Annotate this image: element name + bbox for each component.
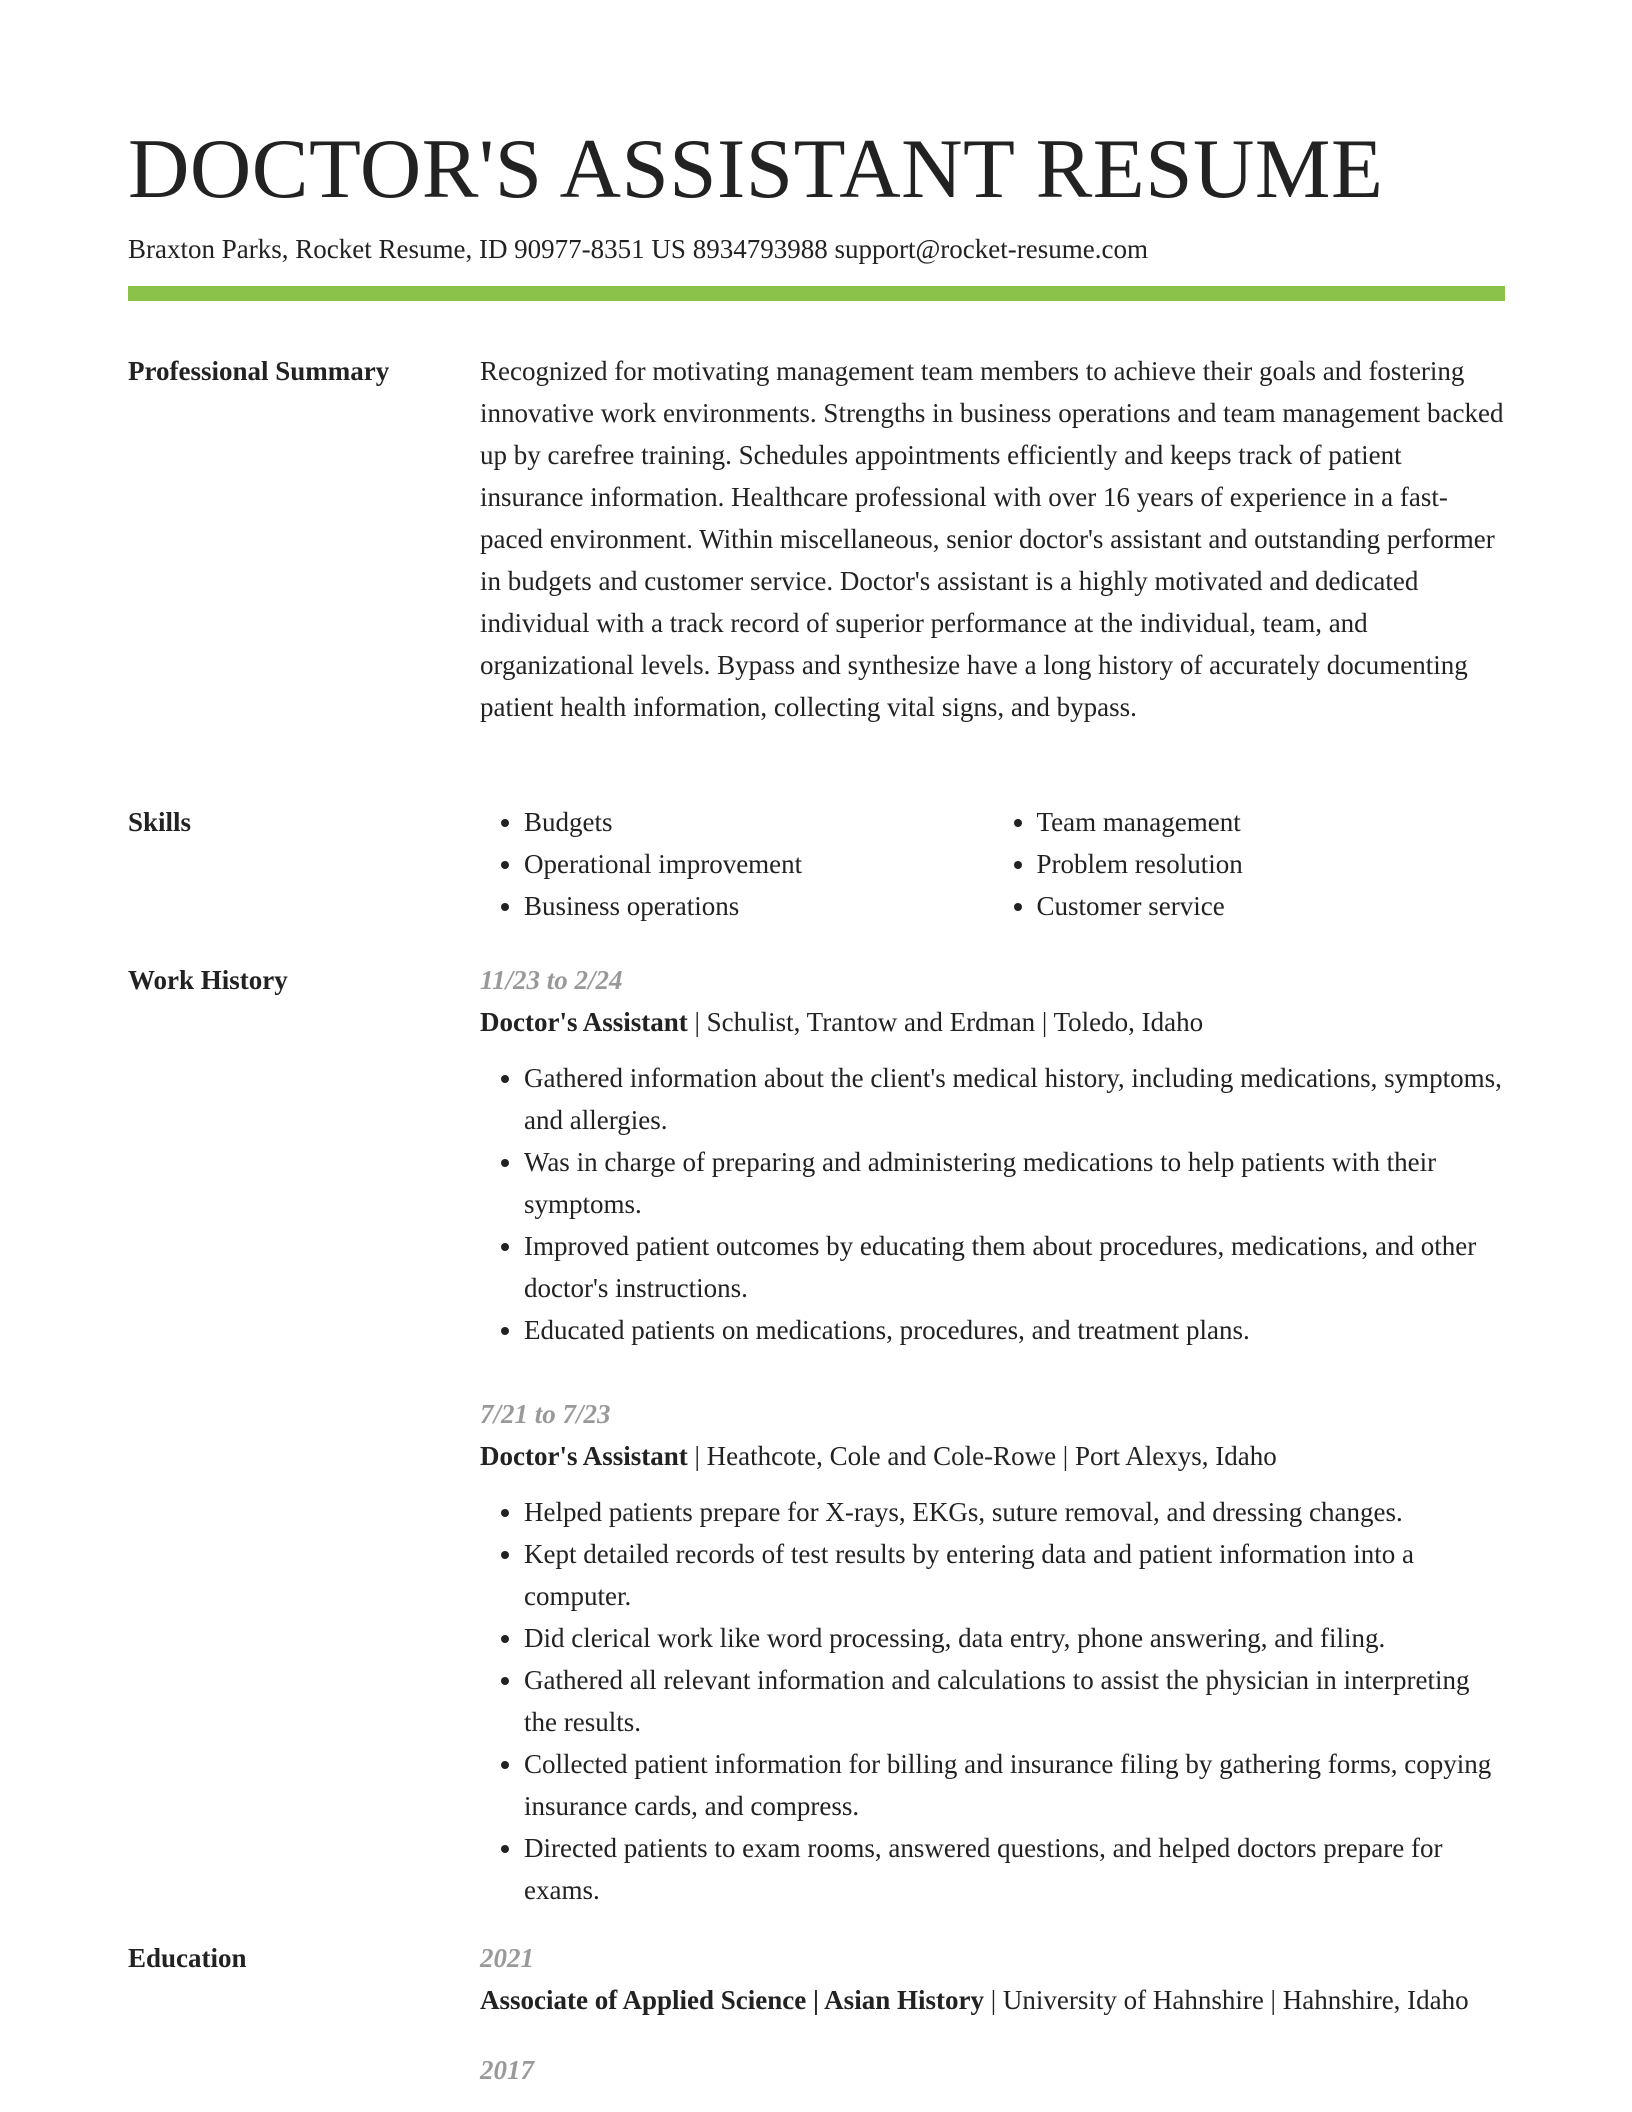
summary-heading: Professional Summary [128, 356, 390, 386]
job-date: 11/23 to 2/24 [480, 965, 623, 995]
resume-title: DOCTOR'S ASSISTANT RESUME [128, 122, 1384, 216]
skills-list-left [480, 801, 949, 927]
skill-item: • Problem resolution [1037, 843, 1462, 885]
education-heading-line [480, 1979, 1505, 2021]
skills-list-right [993, 801, 1462, 927]
education-school: | University of Hahnshire | Hahnshire, Idaho [983, 1985, 1469, 2015]
education-body [480, 1937, 1505, 2091]
skill-item: • Business operations [524, 885, 949, 927]
education-degree: Associate of Applied Science | Asian History [480, 1985, 984, 2015]
job-bullet: • Gathered information about the client's medical history, including medications, symptoms, and allergies. [524, 1057, 1505, 1141]
job-bullet: • Helped patients prepare for X-rays, EKGs, suture removal, and dressing changes. [524, 1491, 1505, 1533]
job-bullet: • Was in charge of preparing and administering medications to help patients with their symptoms. [524, 1141, 1505, 1225]
job-bullet: • Collected patient information for billing and insurance filing by gathering forms, copying insurance cards, and compress. [524, 1743, 1505, 1827]
job-employer: | Schulist, Trantow and Erdman | Toledo, Idaho [687, 1007, 1204, 1037]
skills-body [480, 801, 1505, 927]
job-bullet: • Did clerical work like word processing, data entry, phone answering, and filing. [524, 1617, 1505, 1659]
job-employer: | Heathcote, Cole and Cole-Rowe | Port Alexys, Idaho [687, 1441, 1277, 1471]
job-bullet: • Improved patient outcomes by educating them about procedures, medications, and other doctor's instructions. [524, 1225, 1505, 1309]
summary-text: Recognized for motivating management team members to achieve their goals and fostering innovative work environments. Strengths in business operations and team management backed up by carefree training. Schedules appointments efficiently and keeps track of patient insurance information. Healthcare professional with over 16 years of experience in a fast-paced environment. Within miscellaneous, senior doctor's assistant and outstanding performer in budgets and customer service. Doctor's assistant is a highly motivated and dedicated individual with a track record of superior performance at the individual, team, and organizational levels. Bypass and synthesize have a long history of accurately documenting patient health information, collecting vital signs, and bypass. [480, 356, 1504, 722]
skill-item: • Operational improvement [524, 843, 949, 885]
work-history-body [480, 959, 1505, 1911]
job-bullet: • Educated patients on medications, procedures, and treatment plans. [524, 1309, 1505, 1351]
job-bullet: • Directed patients to exam rooms, answered questions, and helped doctors prepare for exams. [524, 1827, 1505, 1911]
summary-body [480, 350, 1505, 728]
work-history-heading: Work History [128, 965, 288, 995]
job-bullets [480, 1057, 1505, 1351]
job-heading [480, 1001, 1505, 1043]
skill-item: • Budgets [524, 801, 949, 843]
education-date: 2021 [480, 1943, 534, 1973]
job-bullet: • Gathered all relevant information and calculations to assist the physician in interpreting the results. [524, 1659, 1505, 1743]
job-title: Doctor's Assistant [480, 1441, 688, 1471]
skills-heading: Skills [128, 807, 192, 837]
job-entry [480, 959, 1505, 1351]
education-heading: Education [128, 1943, 247, 1973]
job-date: 7/21 to 7/23 [480, 1399, 611, 1429]
job-bullet: • Kept detailed records of test results by entering data and patient information into a computer. [524, 1533, 1505, 1617]
skills-columns [480, 801, 1505, 927]
accent-divider [128, 286, 1505, 301]
skill-item: • Team management [1037, 801, 1462, 843]
job-title: Doctor's Assistant [480, 1007, 688, 1037]
job-bullets [480, 1491, 1505, 1911]
skill-item: • Customer service [1037, 885, 1462, 927]
job-heading [480, 1435, 1505, 1477]
job-entry [480, 1393, 1505, 1911]
education-date: 2017 [480, 2055, 534, 2085]
contact-info: Braxton Parks, Rocket Resume, ID 90977-8351 US 8934793988 support@rocket-resume.com [128, 234, 1148, 264]
